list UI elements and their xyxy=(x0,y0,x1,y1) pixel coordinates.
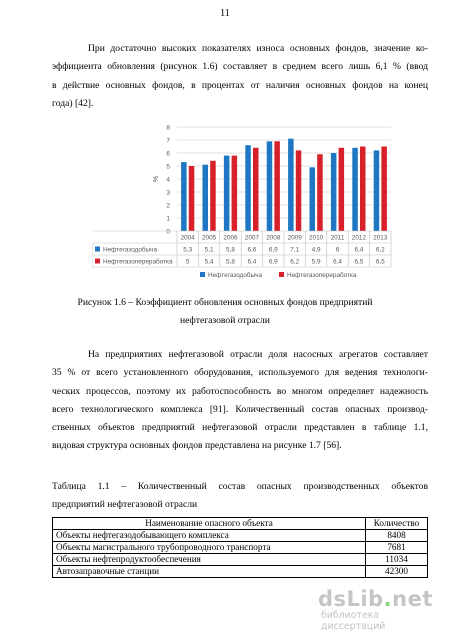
table-caption-line: предприятий нефтегазовой отрасли xyxy=(52,499,198,511)
data-table-series-key xyxy=(95,259,100,264)
bar xyxy=(317,154,323,231)
data-label: 5,9 xyxy=(311,258,321,266)
y-tick-label: 2 xyxy=(166,202,170,210)
paragraph-line: видовая структура основных фондов представлена на рисунке 1.7 [56]. xyxy=(52,440,342,452)
renewal-chart-svg xyxy=(92,113,398,286)
dslib-watermark xyxy=(318,588,444,632)
data-label: 5,3 xyxy=(183,246,193,254)
figure-caption-line: нефтегазовой отрасли xyxy=(180,315,270,326)
table-cell-name: Объекты нефтепродуктообеспечения xyxy=(53,554,366,566)
table-cell-qty: 8408 xyxy=(366,530,428,542)
data-label: 6,5 xyxy=(354,258,364,266)
paragraph-pumps xyxy=(52,346,428,456)
y-tick-label: 6 xyxy=(166,150,170,158)
x-tick-label: 2013 xyxy=(373,234,388,242)
data-label: 5 xyxy=(185,258,190,266)
data-label: 6,5 xyxy=(375,258,385,266)
data-table-series-name: Нефтегазопереработка xyxy=(103,258,173,266)
bar xyxy=(232,156,238,231)
data-label: 6,4 xyxy=(333,258,342,266)
table-cell-name: Объекты магистрального трубопроводного транспорта xyxy=(53,542,366,554)
table-cell-qty: 42300 xyxy=(366,566,428,578)
table-row xyxy=(53,566,428,578)
paragraph-line: всего технологического комплекса [91]. Количественный состав опасных производ- xyxy=(52,403,428,415)
watermark-logo-dot: . xyxy=(383,587,393,611)
data-label: 5,8 xyxy=(226,246,235,254)
paragraph-line: эффициента обновления (рисунок 1.6) составляет в среднем всего лишь 6,1 % (ввод xyxy=(52,61,428,73)
x-tick-label: 2004 xyxy=(180,234,195,242)
y-tick-label: 3 xyxy=(166,189,170,197)
table-header-cell: Наименование опасного объекта xyxy=(53,518,366,530)
bar xyxy=(352,148,358,231)
bar xyxy=(274,141,280,231)
legend-label: Нефтегазопереработка xyxy=(287,272,357,279)
hazardous-objects-table xyxy=(52,517,428,578)
data-label: 6,9 xyxy=(268,246,278,254)
x-tick-label: 2005 xyxy=(201,234,217,242)
table-cell-name: Автозаправочные станции xyxy=(53,566,366,578)
bar xyxy=(288,139,294,231)
legend-swatch xyxy=(279,272,284,277)
bar xyxy=(310,167,316,231)
data-label: 6,2 xyxy=(290,258,300,266)
y-tick-label: 5 xyxy=(166,163,170,171)
renewal-chart xyxy=(92,113,398,286)
bar xyxy=(374,150,380,231)
data-label: 5,1 xyxy=(204,246,214,254)
bar xyxy=(224,156,230,231)
page-number: 11 xyxy=(220,8,230,19)
data-label: 6 xyxy=(335,246,340,254)
data-label: 6,6 xyxy=(247,246,257,254)
data-table-series-name: Нефтегазодобыча xyxy=(103,246,158,254)
bar xyxy=(245,145,251,231)
data-label: 6,4 xyxy=(247,258,257,266)
table-cell-qty: 11034 xyxy=(366,554,428,566)
data-label: 6,9 xyxy=(268,258,278,266)
data-label: 6,2 xyxy=(375,246,385,254)
y-tick-label: 0 xyxy=(166,228,170,236)
table-caption-line: Таблица 1.1 – Количественный состав опасных производственных объектов xyxy=(52,481,428,492)
paragraph-renewal xyxy=(52,40,428,113)
table-header-cell: Количество xyxy=(366,518,428,530)
bar xyxy=(189,166,195,231)
x-tick-label: 2009 xyxy=(287,234,302,242)
bar xyxy=(181,162,187,231)
paragraph-line: 35 % от всего установленного оборудования, используемого для ведения технологи- xyxy=(52,367,428,379)
bar xyxy=(296,150,302,231)
bar xyxy=(203,165,209,231)
paragraph-line: года) [42]. xyxy=(52,97,94,109)
paragraph-line: При достаточно высоких показателях износа основных фондов, значение ко- xyxy=(88,43,428,54)
paragraph-line: ственных объектов предприятий нефтегазовой отрасли представлен в таблице 1.1, xyxy=(52,422,428,434)
x-tick-label: 2011 xyxy=(330,234,345,242)
x-tick-label: 2010 xyxy=(308,234,324,242)
x-tick-label: 2012 xyxy=(351,234,367,242)
table-cell-qty: 7681 xyxy=(366,542,428,554)
bar xyxy=(381,147,387,232)
data-label: 5,8 xyxy=(226,258,235,266)
watermark-logo-tld: net xyxy=(392,587,433,611)
paragraph-line: На предприятиях нефтегазовой отрасли доля насосных агрегатов составляет xyxy=(88,349,428,360)
watermark-logo-main: dsLib xyxy=(318,587,384,611)
bar xyxy=(360,147,366,232)
bar xyxy=(331,153,337,231)
watermark-logo xyxy=(318,588,444,610)
bar xyxy=(267,141,273,231)
data-label: 4,9 xyxy=(311,246,321,254)
bar xyxy=(253,148,259,231)
paragraph-line: в действие основных фондов, в процентах от наличия основных фондов на конец xyxy=(52,79,428,91)
y-tick-label: 7 xyxy=(166,137,170,145)
data-label: 7,1 xyxy=(290,246,300,254)
legend-label: Нефтегазодобыча xyxy=(208,272,263,279)
y-tick-label: 4 xyxy=(166,176,170,184)
x-tick-label: 2006 xyxy=(223,234,238,242)
table-row xyxy=(53,530,428,542)
x-tick-label: 2007 xyxy=(244,234,260,242)
table-cell-name: Объекты нефтегазодобывающего комплекса xyxy=(53,530,366,542)
paragraph-line: ческих процессов, поэтому их работоспособность во многом определяет надежность xyxy=(52,385,428,397)
table-row xyxy=(53,554,428,566)
data-label: 6,4 xyxy=(354,246,364,254)
y-tick-label: 1 xyxy=(166,215,170,223)
data-label: 5,4 xyxy=(204,258,214,266)
x-tick-label: 2008 xyxy=(266,234,281,242)
bar xyxy=(339,148,345,231)
watermark-subtitle: библиотека диссертаций xyxy=(321,610,386,632)
legend-swatch xyxy=(200,272,205,277)
table-header-row xyxy=(53,518,428,530)
y-tick-label: 8 xyxy=(166,124,170,132)
table-caption xyxy=(52,478,428,515)
figure-caption-line: Рисунок 1.6 – Коэффициент обновления основных фондов предприятий xyxy=(77,297,373,308)
y-axis-label: % xyxy=(153,175,160,183)
bar xyxy=(210,161,216,231)
table-row xyxy=(53,542,428,554)
data-table-series-key xyxy=(95,247,100,252)
